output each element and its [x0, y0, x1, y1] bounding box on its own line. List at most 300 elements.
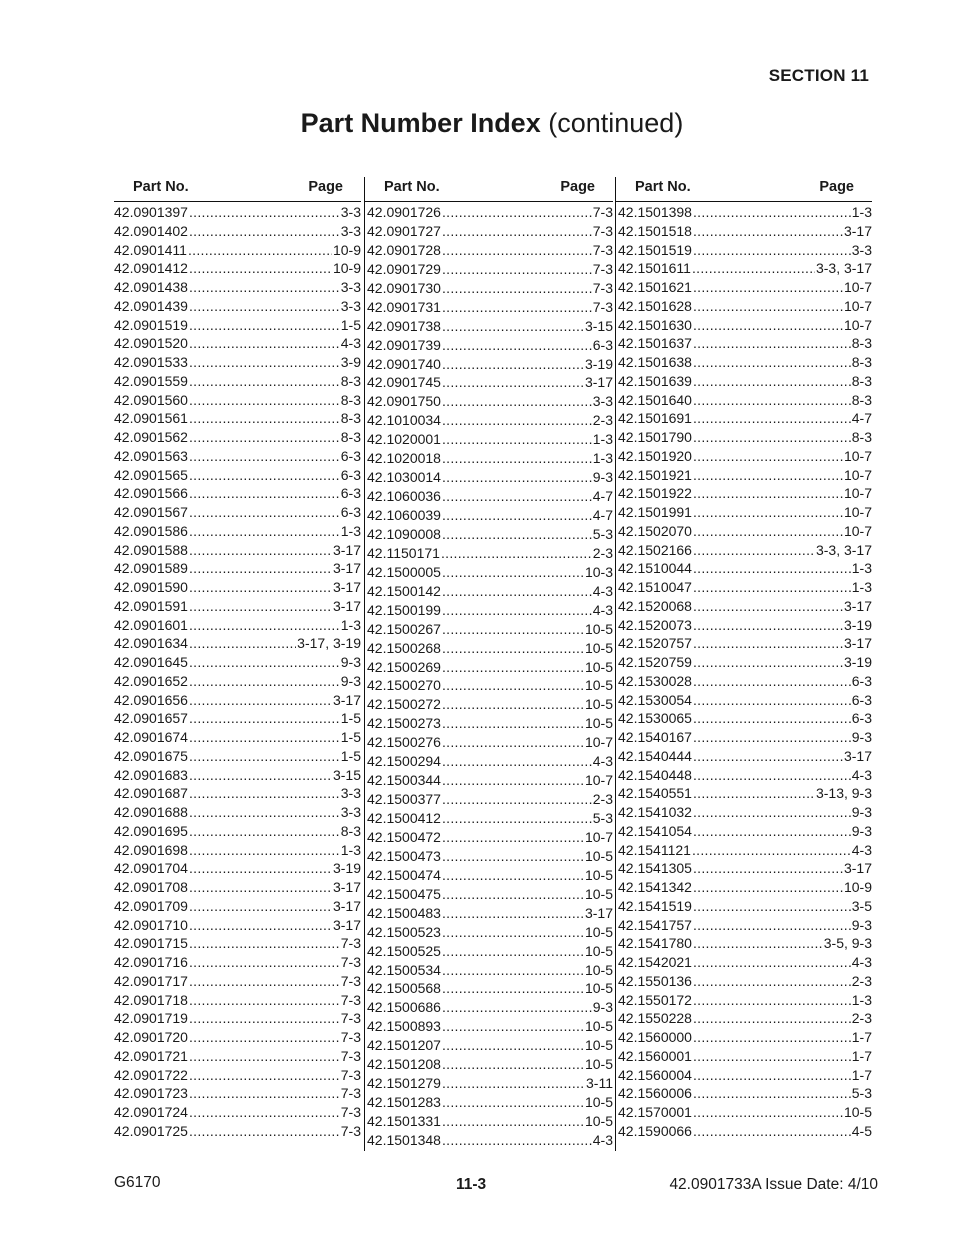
- part-number: 42.1500005: [367, 563, 441, 580]
- index-entry: [618, 916, 872, 935]
- part-number: 42.0901519: [114, 316, 188, 333]
- dot-leader: [442, 828, 584, 846]
- index-entry: [114, 559, 361, 578]
- dot-leader: [693, 709, 851, 727]
- dot-leader: [442, 468, 592, 486]
- page-reference: 3-17: [332, 897, 361, 914]
- dot-leader: [693, 747, 843, 765]
- page-reference: 1-3: [851, 560, 872, 577]
- dot-leader: [442, 487, 592, 505]
- dot-leader: [442, 1036, 584, 1054]
- part-number: 42.1150171: [367, 544, 440, 561]
- part-number: 42.0901397: [114, 204, 188, 220]
- index-entry: [618, 297, 872, 316]
- index-entry: [114, 653, 361, 672]
- page-reference: 4-3: [592, 1131, 613, 1148]
- dot-leader: [693, 1066, 851, 1084]
- part-number: 42.1500568: [367, 980, 441, 997]
- part-number: 42.1501518: [618, 222, 692, 239]
- dot-leader: [189, 278, 340, 296]
- part-number: 42.1090008: [367, 525, 441, 542]
- page-reference: 3-3, 3-17: [815, 541, 872, 558]
- index-entry: [114, 447, 361, 466]
- page-reference: 9-3: [592, 469, 613, 486]
- dot-leader: [442, 1074, 585, 1092]
- dot-leader: [442, 1017, 584, 1035]
- dot-leader: [693, 728, 851, 746]
- index-entry: [618, 634, 872, 653]
- dot-leader: [442, 279, 592, 297]
- dot-leader: [693, 897, 851, 915]
- part-number: 42.1501790: [618, 429, 692, 445]
- dot-leader: [189, 522, 340, 540]
- page-reference: 3-3: [340, 785, 361, 802]
- dot-leader: [189, 203, 340, 221]
- index-entry: [367, 733, 613, 752]
- part-number: 42.1541121: [618, 841, 691, 858]
- page-reference: 10-5: [584, 961, 613, 978]
- dot-leader: [442, 998, 592, 1016]
- page-reference: 10-5: [584, 715, 613, 732]
- page-reference: 3-17, 3-19: [297, 635, 361, 652]
- index-entry: [367, 430, 613, 449]
- page-reference: 6-3: [340, 447, 361, 464]
- dot-leader: [189, 766, 332, 784]
- part-number: 42.1502166: [618, 541, 692, 558]
- dot-leader: [693, 203, 851, 221]
- index-entry: [367, 695, 613, 714]
- index-entry: [114, 803, 361, 822]
- page-reference: 3-17: [584, 374, 613, 391]
- dot-leader: [442, 392, 592, 410]
- dot-leader: [693, 972, 851, 990]
- part-number: 42.0901728: [367, 241, 441, 258]
- part-number: 42.1541032: [618, 804, 692, 820]
- dot-leader: [189, 841, 340, 859]
- page-reference: 10-5: [584, 942, 613, 959]
- index-entry: [367, 601, 613, 620]
- dot-leader: [189, 1122, 340, 1140]
- page-reference: 10-3: [584, 563, 613, 580]
- dot-leader: [693, 672, 851, 690]
- part-number: 42.1501208: [367, 1056, 441, 1073]
- part-number: 42.1500474: [367, 866, 441, 883]
- column-body: [114, 202, 361, 1141]
- page-reference: 10-7: [584, 772, 613, 789]
- page-reference: 4-3: [340, 335, 361, 352]
- part-number: 42.1501348: [367, 1131, 441, 1148]
- page-reference: 3-3: [851, 241, 872, 258]
- page-reference: 9-3: [340, 654, 361, 670]
- part-number: 42.1500534: [367, 961, 441, 978]
- page-reference: 8-3: [851, 335, 872, 352]
- page-title-main: Part Number Index: [300, 108, 541, 138]
- part-number: 42.1020001: [367, 431, 441, 448]
- page-reference: 3-17: [584, 904, 613, 921]
- index-entry: [114, 841, 361, 860]
- part-number: 42.1500472: [367, 828, 441, 845]
- part-number: 42.0901715: [114, 935, 188, 952]
- column-header: [616, 177, 872, 202]
- index-entry: [618, 334, 872, 353]
- dot-leader: [189, 1066, 340, 1084]
- part-number: 42.0901567: [114, 504, 188, 520]
- dot-leader: [442, 790, 592, 808]
- dot-leader: [693, 859, 843, 877]
- part-number: 42.1500267: [367, 620, 441, 637]
- dot-leader: [693, 691, 851, 709]
- part-number: 42.0901704: [114, 860, 188, 877]
- dot-leader: [693, 447, 843, 465]
- page-reference: 10-5: [584, 1094, 613, 1111]
- dot-leader: [189, 222, 340, 240]
- part-number: 42.0901745: [367, 374, 441, 391]
- index-entry: [618, 316, 872, 335]
- part-number: 42.1510044: [618, 560, 692, 577]
- part-number: 42.0901565: [114, 466, 188, 483]
- dot-leader: [442, 336, 592, 354]
- dot-leader: [693, 316, 843, 334]
- part-number: 42.1560006: [618, 1085, 692, 1102]
- dot-leader: [188, 241, 332, 259]
- page-reference: 1-5: [340, 747, 361, 764]
- part-number: 42.1550228: [618, 1010, 692, 1027]
- index-entry: [367, 1036, 613, 1055]
- index-entry: [367, 620, 613, 639]
- index-entry: [618, 597, 872, 616]
- index-entry: [367, 279, 613, 298]
- page-reference: 5-3: [851, 1085, 872, 1102]
- index-entry: [367, 563, 613, 582]
- dot-leader: [693, 559, 851, 577]
- page-reference: 8-3: [851, 429, 872, 445]
- part-number: 42.1500412: [367, 810, 441, 826]
- dot-leader: [693, 597, 843, 615]
- index-entry: [367, 1112, 613, 1131]
- part-number: 42.0901708: [114, 879, 188, 895]
- dot-leader: [189, 1103, 340, 1121]
- part-number: 42.1501922: [618, 485, 692, 502]
- page-reference: 4-7: [592, 507, 613, 523]
- index-entry: [367, 658, 613, 677]
- index-entry: [618, 503, 872, 522]
- part-number: 42.0901439: [114, 297, 188, 314]
- dot-leader: [189, 878, 332, 896]
- page-reference: 2-3: [592, 544, 613, 561]
- dot-leader: [189, 822, 340, 840]
- index-entry: [367, 942, 613, 961]
- dot-leader: [442, 203, 592, 221]
- dot-leader: [442, 430, 592, 448]
- index-entry: [618, 541, 872, 560]
- index-entry: [618, 391, 872, 410]
- dot-leader: [442, 961, 584, 979]
- index-entry: [367, 961, 613, 980]
- page-reference: 3-17: [332, 916, 361, 933]
- part-number: 42.1501638: [618, 354, 692, 370]
- part-number: 42.1500893: [367, 1018, 441, 1035]
- page-reference: 3-5, 9-3: [823, 935, 872, 952]
- page-reference: 1-7: [851, 1066, 872, 1083]
- dot-leader: [442, 506, 592, 524]
- index-entry: [367, 487, 613, 506]
- index-entry: [367, 468, 613, 487]
- part-number: 42.1502070: [618, 522, 692, 539]
- page-reference: 1-7: [851, 1029, 872, 1045]
- dot-leader: [442, 923, 584, 941]
- page-reference: 1-5: [340, 316, 361, 333]
- page-reference: 7-3: [592, 298, 613, 315]
- part-number: 42.0901411: [114, 241, 187, 258]
- index-entry: [618, 784, 872, 803]
- part-number: 42.1500142: [367, 582, 441, 599]
- index-entry: [618, 522, 872, 541]
- part-number: 42.0901562: [114, 429, 188, 445]
- index-entry: [114, 934, 361, 953]
- column-header-part-no: Part No.: [384, 179, 440, 195]
- dot-leader: [189, 728, 340, 746]
- index-entry: [618, 372, 872, 391]
- part-number: 42.0901520: [114, 335, 188, 352]
- index-entry: [114, 859, 361, 878]
- index-entry: [114, 372, 361, 391]
- part-number: 42.1500199: [367, 601, 441, 618]
- page-reference: 3-17: [843, 635, 872, 652]
- part-number: 42.1501639: [618, 372, 692, 389]
- dot-leader: [693, 278, 843, 296]
- dot-leader: [189, 634, 296, 652]
- part-number: 42.1540448: [618, 766, 692, 783]
- part-number: 42.1501640: [618, 391, 692, 408]
- index-entry: [367, 582, 613, 601]
- part-number: 42.0901412: [114, 260, 188, 277]
- part-number: 42.0901710: [114, 916, 188, 933]
- index-entry: [618, 728, 872, 747]
- dot-leader: [189, 991, 340, 1009]
- dot-leader: [189, 1084, 340, 1102]
- part-number: 42.1500276: [367, 734, 441, 751]
- index-entry: [114, 259, 361, 278]
- part-number: 42.1541757: [618, 916, 692, 933]
- part-number: 42.0901724: [114, 1104, 188, 1120]
- page-reference: 6-3: [340, 504, 361, 520]
- dot-leader: [442, 260, 592, 278]
- dot-leader: [189, 503, 340, 521]
- page-reference: 3-3, 3-17: [815, 260, 872, 277]
- dot-leader: [442, 733, 584, 751]
- column-body: [616, 202, 872, 1141]
- page-reference: 1-3: [340, 841, 361, 858]
- page-reference: 7-3: [340, 1085, 361, 1102]
- page-reference: 3-3: [340, 297, 361, 314]
- index-entry: [114, 916, 361, 935]
- index-entry: [618, 1009, 872, 1028]
- page-reference: 7-3: [340, 1066, 361, 1083]
- part-number: 42.0901739: [367, 336, 441, 353]
- part-number: 42.0901725: [114, 1122, 188, 1139]
- dot-leader: [189, 803, 340, 821]
- index-entry: [114, 522, 361, 541]
- page-reference: 6-3: [340, 485, 361, 502]
- dot-leader: [442, 620, 584, 638]
- dot-leader: [693, 409, 851, 427]
- page-reference: 5-3: [592, 525, 613, 542]
- page-reference: 10-7: [843, 316, 872, 333]
- index-entry: [618, 859, 872, 878]
- part-number: 42.1550136: [618, 972, 692, 989]
- page-reference: 8-3: [851, 354, 872, 370]
- page-reference: 3-5: [851, 897, 872, 914]
- index-entry: [367, 1074, 613, 1093]
- page-reference: 3-17: [843, 860, 872, 877]
- part-number: 42.1560001: [618, 1047, 692, 1064]
- footer-model: G6170: [114, 1174, 161, 1191]
- dot-leader: [189, 409, 340, 427]
- dot-leader: [189, 578, 332, 596]
- dot-leader: [189, 1047, 340, 1065]
- index-entry: [367, 847, 613, 866]
- index-entry: [367, 241, 613, 260]
- part-number: 42.0901533: [114, 354, 188, 370]
- page-reference: 3-3: [340, 279, 361, 295]
- part-number: 42.0901721: [114, 1047, 188, 1064]
- dot-leader: [693, 953, 851, 971]
- page-reference: 3-3: [592, 393, 613, 410]
- page-reference: 10-7: [843, 504, 872, 520]
- footer-page-number: 11-3: [456, 1176, 487, 1193]
- dot-leader: [189, 784, 340, 802]
- dot-leader: [442, 317, 584, 335]
- page-reference: 10-5: [584, 980, 613, 997]
- part-number: 42.1541519: [618, 897, 692, 914]
- part-number: 42.0901729: [367, 260, 441, 277]
- page-reference: 4-3: [592, 753, 613, 770]
- index-entry: [367, 298, 613, 317]
- part-number: 42.1501611: [618, 260, 691, 277]
- page-reference: 10-5: [584, 885, 613, 902]
- dot-leader: [693, 934, 823, 952]
- page-reference: 10-5: [584, 1018, 613, 1035]
- index-entry: [618, 897, 872, 916]
- part-number: 42.0901731: [367, 298, 441, 315]
- page-reference: 3-15: [584, 317, 613, 334]
- part-number: 42.0901590: [114, 579, 188, 595]
- page-reference: 3-19: [843, 654, 872, 670]
- part-number: 42.1500272: [367, 696, 441, 713]
- part-number: 42.0901738: [367, 317, 441, 334]
- part-number: 42.0901656: [114, 691, 188, 708]
- page-reference: 10-5: [584, 677, 613, 694]
- dot-leader: [693, 391, 851, 409]
- part-number: 42.1520757: [618, 635, 692, 652]
- part-number: 42.1530065: [618, 710, 692, 727]
- part-number: 42.1530054: [618, 691, 692, 708]
- index-entry: [618, 822, 872, 841]
- page-reference: 8-3: [851, 391, 872, 408]
- index-entry: [367, 1093, 613, 1112]
- page-reference: 8-3: [340, 372, 361, 389]
- page-reference: 1-3: [851, 204, 872, 220]
- index-entry: [114, 1103, 361, 1122]
- index-entry: [114, 222, 361, 241]
- index-entry: [114, 634, 361, 653]
- index-entry: [367, 866, 613, 885]
- part-number: 42.1500473: [367, 847, 441, 864]
- dot-leader: [189, 541, 332, 559]
- part-number: 42.1501207: [367, 1037, 441, 1054]
- index-entry: [367, 771, 613, 790]
- part-number: 42.0901726: [367, 204, 441, 220]
- index-entry: [367, 714, 613, 733]
- page-reference: 8-3: [851, 372, 872, 389]
- part-number: 42.0901719: [114, 1010, 188, 1027]
- index-entry: [367, 1017, 613, 1036]
- page-title-suffix: (continued): [548, 108, 684, 138]
- part-number: 42.1010034: [367, 412, 441, 429]
- part-number: 42.1540551: [618, 785, 692, 802]
- page-reference: 6-3: [851, 691, 872, 708]
- dot-leader: [442, 771, 584, 789]
- index-entry: [618, 578, 872, 597]
- column-header-page: Page: [308, 179, 343, 195]
- dot-leader: [442, 582, 592, 600]
- dot-leader: [442, 979, 584, 997]
- part-number: 42.1500273: [367, 715, 441, 732]
- index-column-3: [615, 177, 872, 1151]
- dot-leader: [189, 484, 340, 502]
- dot-leader: [442, 714, 584, 732]
- dot-leader: [442, 241, 592, 259]
- dot-leader: [693, 1009, 851, 1027]
- index-entry: [367, 373, 613, 392]
- part-number: 42.1540167: [618, 729, 692, 745]
- page-reference: 1-3: [592, 431, 613, 448]
- index-entry: [367, 336, 613, 355]
- index-entry: [367, 392, 613, 411]
- page-reference: 7-3: [592, 204, 613, 220]
- index-column-2: [364, 177, 613, 1151]
- page-reference: 6-3: [592, 336, 613, 353]
- page-reference: 4-3: [592, 582, 613, 599]
- part-number: 42.1570001: [618, 1104, 692, 1120]
- index-entry: [114, 972, 361, 991]
- index-entry: [618, 991, 872, 1010]
- part-number: 42.0901566: [114, 485, 188, 502]
- part-number: 42.0901717: [114, 972, 188, 989]
- dot-leader: [442, 1131, 592, 1149]
- page-reference: 9-3: [592, 999, 613, 1016]
- page-reference: 10-9: [843, 879, 872, 895]
- dot-leader: [693, 578, 851, 596]
- part-number: 42.1500525: [367, 942, 441, 959]
- index-entry: [114, 353, 361, 372]
- part-number: 42.1500377: [367, 791, 441, 808]
- part-number: 42.1500686: [367, 999, 441, 1016]
- page-reference: 10-5: [584, 1056, 613, 1073]
- part-number: 42.1560000: [618, 1029, 692, 1045]
- page-reference: 3-3: [340, 804, 361, 820]
- dot-leader: [693, 1122, 851, 1140]
- index-entry: [114, 541, 361, 560]
- dot-leader: [693, 503, 843, 521]
- page-reference: 3-11: [586, 1075, 613, 1092]
- part-number: 42.1541342: [618, 879, 692, 895]
- part-number: 42.0901727: [367, 222, 441, 239]
- dot-leader: [693, 616, 843, 634]
- index-entry: [618, 1047, 872, 1066]
- page-reference: 3-19: [584, 355, 613, 372]
- index-entry: [618, 953, 872, 972]
